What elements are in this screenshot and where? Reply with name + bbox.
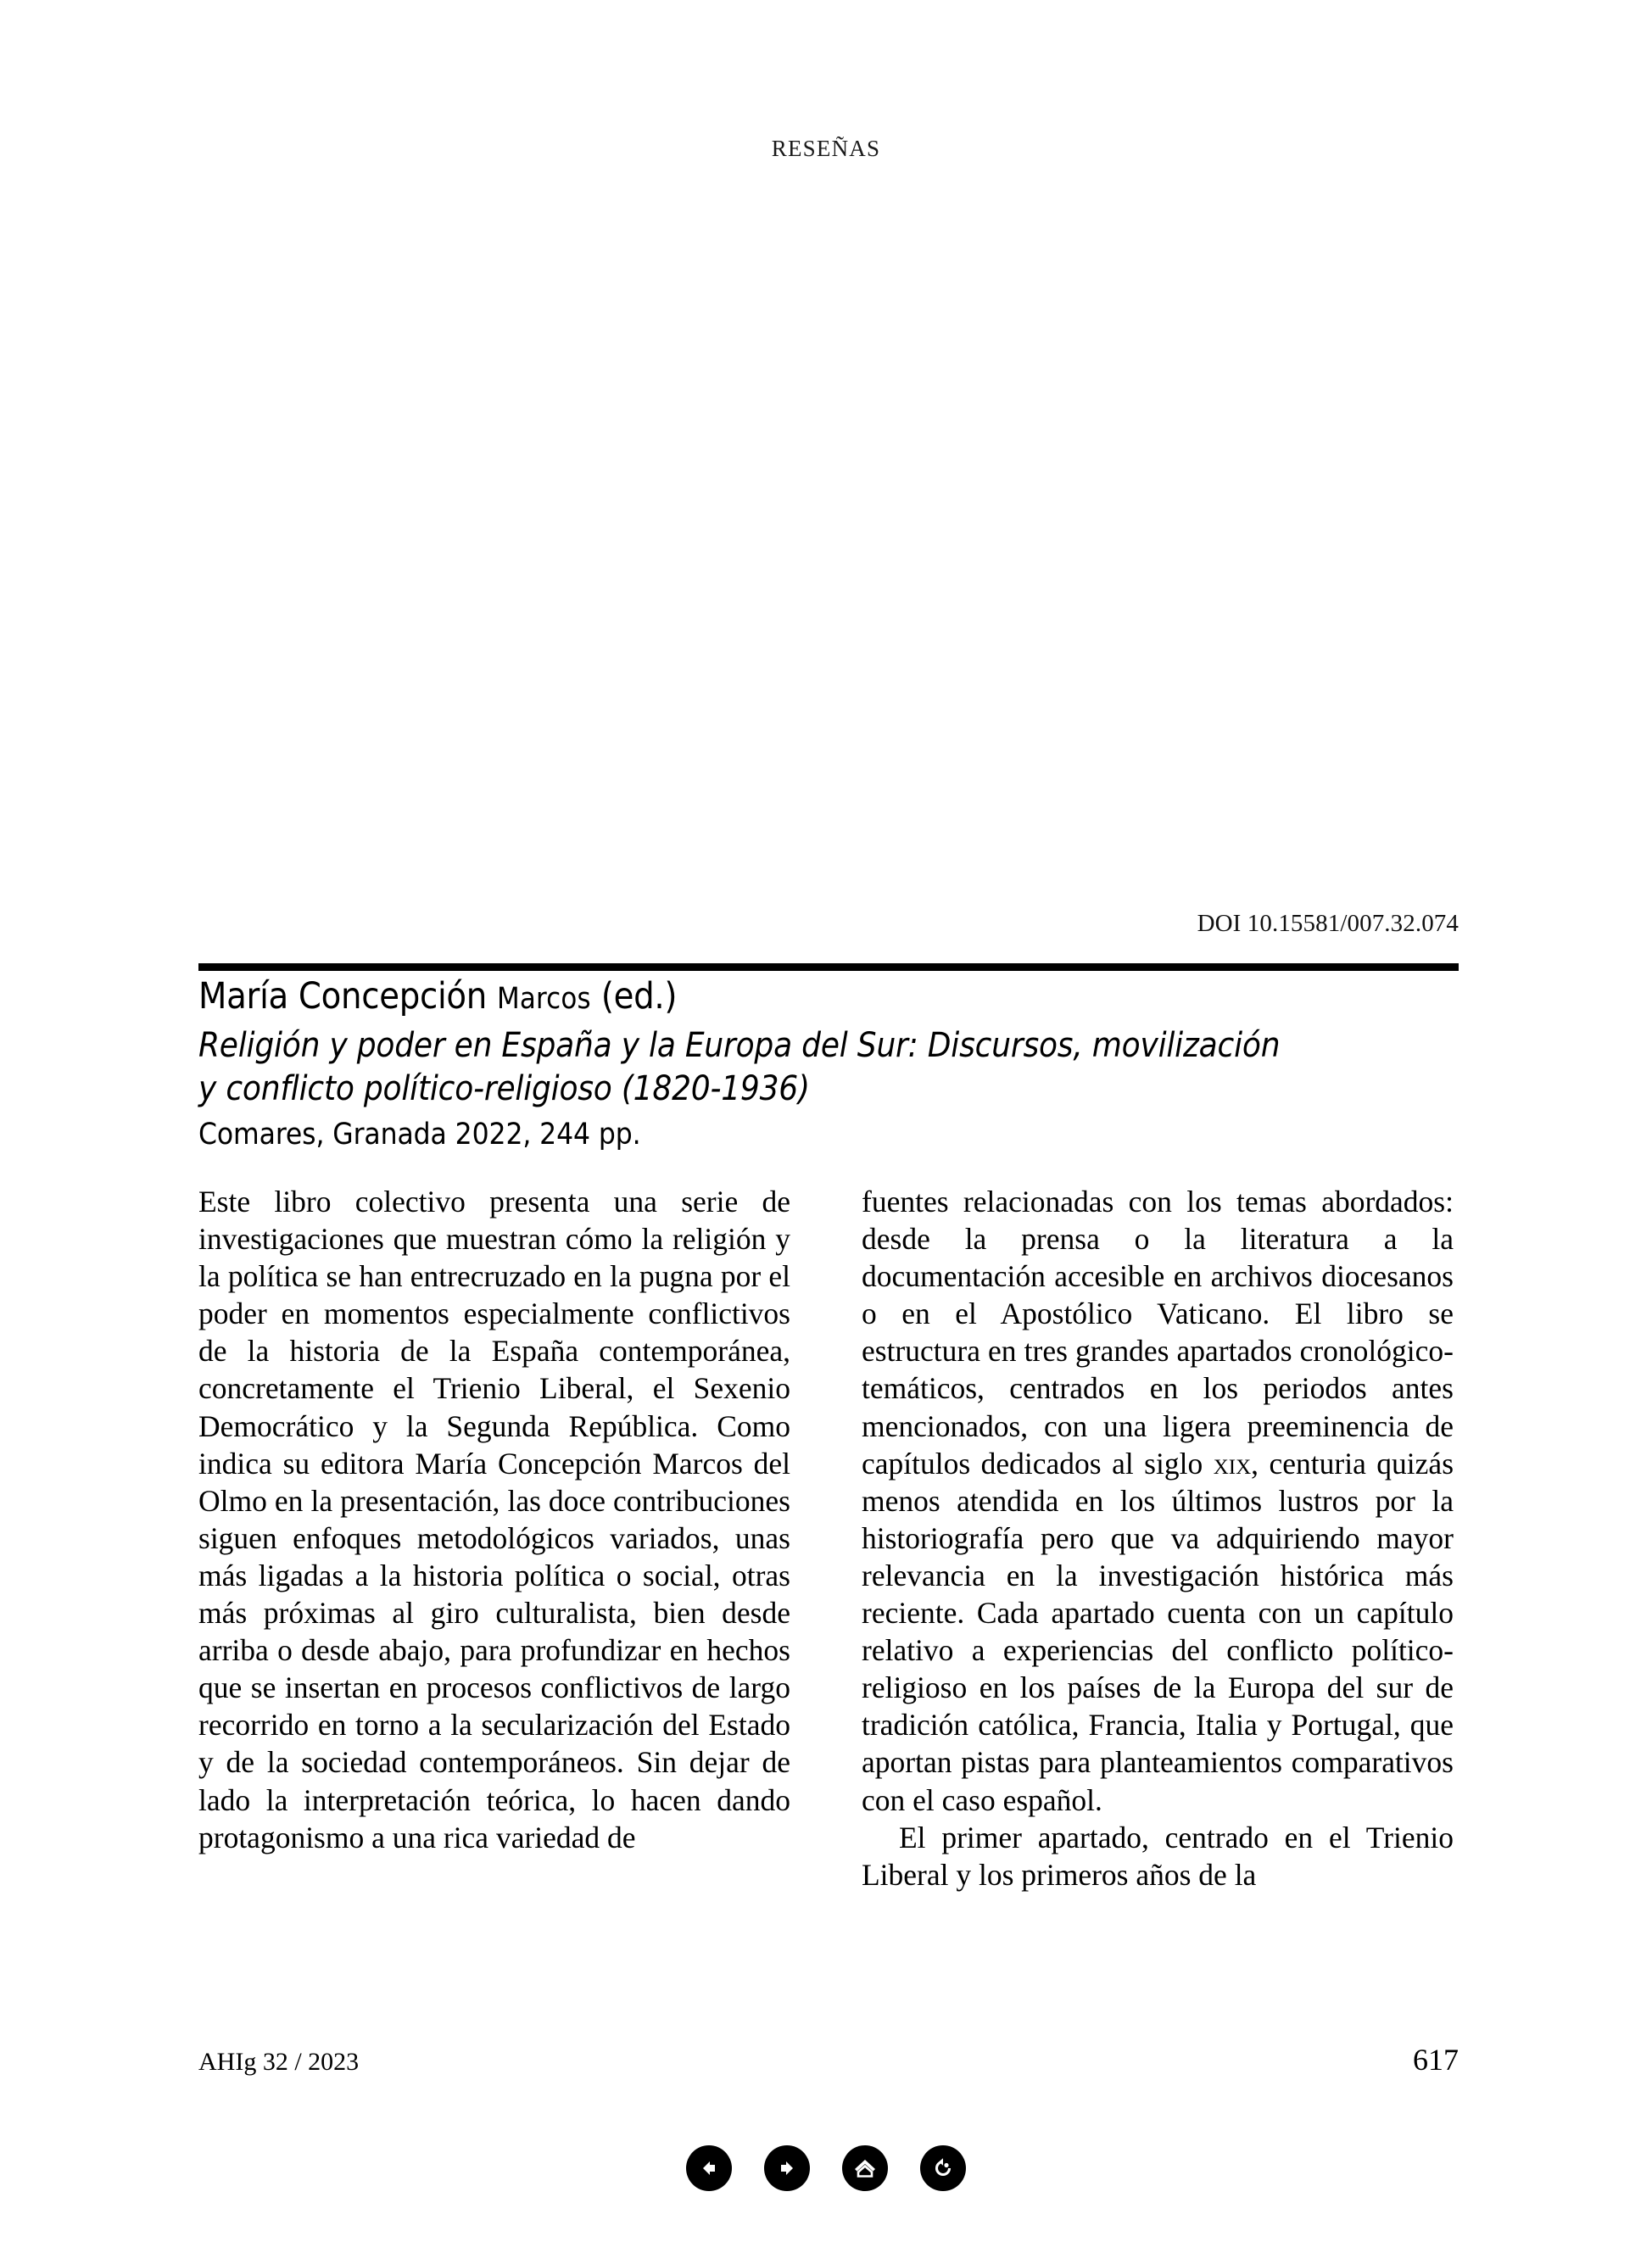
header-rule [198, 963, 1459, 971]
doi-identifier: DOI 10.15581/007.32.074 [1197, 910, 1459, 937]
right-column-paragraph-2: El primer apartado, centrado en el Trienio Liberal y los primeros años de la [862, 1820, 1454, 1892]
navigation-bar [0, 2145, 1652, 2191]
back-button[interactable] [686, 2145, 732, 2191]
running-head: RESEÑAS [771, 136, 881, 161]
book-author-line [198, 975, 1471, 1018]
forward-button[interactable] [764, 2145, 810, 2191]
left-column [198, 1183, 790, 1893]
right-text-part-1: fuentes relacionadas con los temas abordados: desde la prensa o la literatura a la documentación accesible en archivos diocesanos o en el Apostólico Vaticano. El libro se estructura en tres grandes apartados cronológico-temáticos, centrados en los periodos antes mencionados, con una ligera preeminencia de capítulos dedicados al siglo [862, 1185, 1454, 1481]
home-button[interactable] [842, 2145, 888, 2191]
right-column [862, 1183, 1454, 1893]
page-number: 617 [1413, 2043, 1459, 2077]
book-title-line-1: Religión y poder en España y la Europa del Sur: Discursos, movilización [198, 1025, 1281, 1065]
author-name: María Concepción [198, 975, 497, 1018]
right-column-paragraph-1 [862, 1183, 1454, 1819]
forward-arrow-icon [774, 2155, 800, 2181]
author-surname: Marcos [496, 982, 591, 1016]
body-columns [198, 1183, 1454, 1893]
reload-icon [929, 2155, 957, 2182]
author-role: (ed.) [590, 975, 678, 1018]
century-smallcaps: xix [1213, 1446, 1252, 1481]
book-reference-block [198, 975, 1471, 1155]
back-arrow-icon [696, 2155, 722, 2181]
home-icon [851, 2155, 879, 2182]
book-title-line-2: y conflicto político-religioso (1820-1936) [198, 1068, 810, 1108]
reload-button[interactable] [920, 2145, 966, 2191]
footer-journal-reference: AHIg 32 / 2023 [198, 2048, 360, 2076]
right-text-part-2: , centuria quizás menos atendida en los últimos lustros por la historiografía pero que va adquiriendo mayor relevancia en la investigación histórica más reciente. Cada apartado cuenta con un capítulo relativo a experiencias del conflicto político-religioso en los países de la Europa del sur de tradición católica, Francia, Italia y Portugal, que aportan pistas para planteamientos comparativos con el caso español. [862, 1446, 1454, 1817]
left-column-paragraph: Este libro colectivo presenta una serie de investigaciones que muestran cómo la religión y la política se han entrecruzado en la pugna por el poder en momentos especialmente conflictivos de la historia de la España contemporánea, concretamente el Trienio Liberal, el Sexenio Democrático y la Segunda República. Como indica su editora María Concepción Marcos del Olmo en la presentación, las doce contribuciones siguen enfoques metodológicos variados, unas más ligadas a la historia política o social, otras más próximas al giro culturalista, bien desde arriba o desde abajo, para profundizar en hechos que se insertan en procesos conflictivos de largo recorrido en torno a la secularización del Estado y de la sociedad contemporáneos. Sin dejar de lado la interpretación teórica, lo hacen dando protagonismo a una rica variedad de [198, 1185, 790, 1854]
book-imprint: Comares, Granada 2022, 244 pp. [198, 1118, 641, 1152]
